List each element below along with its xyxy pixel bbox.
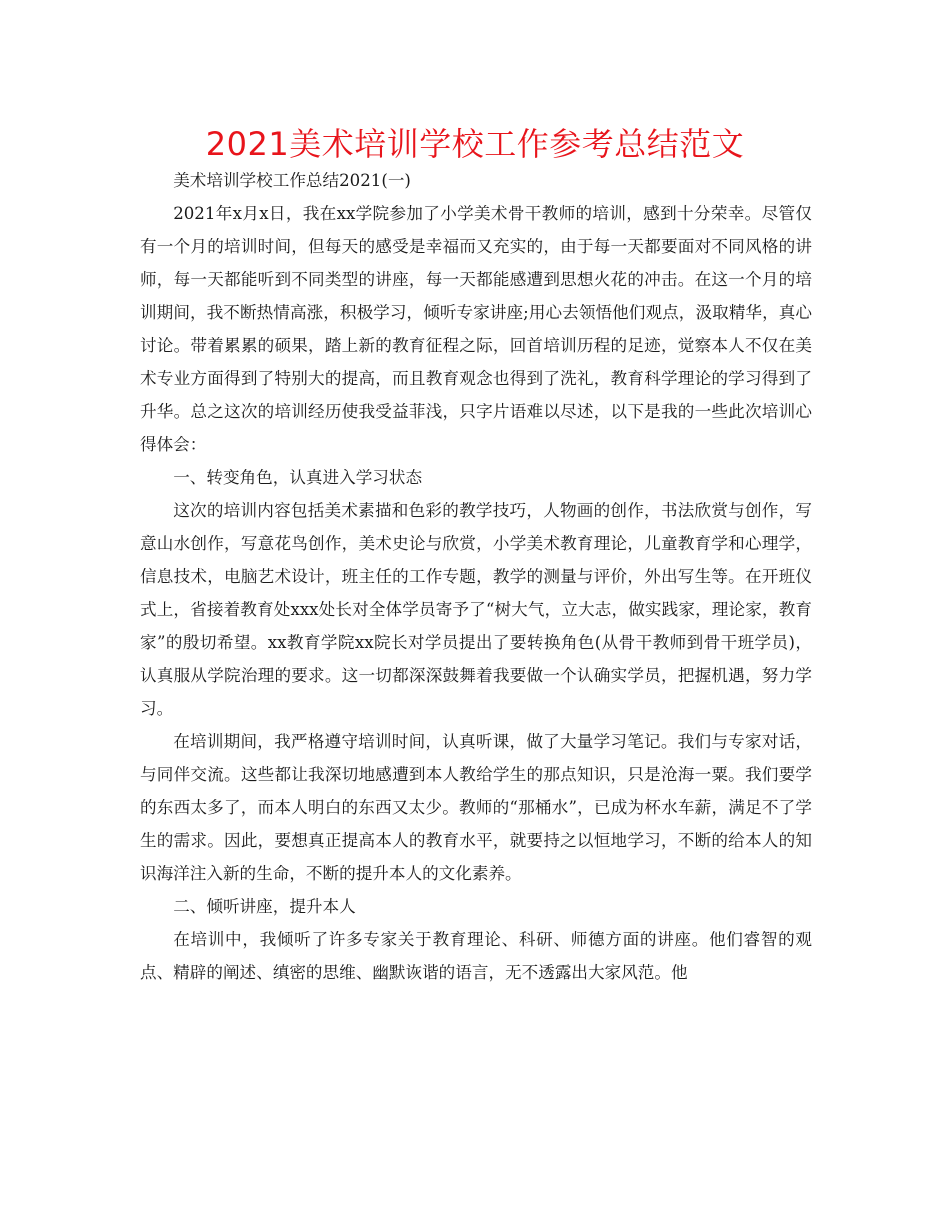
section-heading: 一、转变角色，认真进入学习状态 [173,468,423,487]
document-title: 2021美术培训学校工作参考总结范文 [205,125,745,163]
section-heading: 二、倾听讲座，提升本人 [173,897,356,916]
document-body [140,164,812,989]
subtitle-paragraph: 美术培训学校工作总结2021(一) [173,171,411,190]
body-paragraph: 在培训中，我倾听了许多专家关于教育理论、科研、师德方面的讲座。他们睿智的观点、精辟的阐述、缜密的思维、幽默诙谐的语言，无不透露出大家风范。他 [140,930,812,982]
body-paragraph: 这次的培训内容包括美术素描和色彩的教学技巧，人物画的创作，书法欣赏与创作，写意山水创作，写意花鸟创作，美术史论与欣赏，小学美术教育理论，儿童教育学和心理学，信息技术，电脑艺术设计，班主任的工作专题，教学的测量与评价，外出写生等。在开班仪式上，省接着教育处xxx处长对全体学员寄予了“树大气，立大志，做实践家，理论家，教育家”的殷切希望。xx教育学院xx院长对学员提出了要转换角色(从骨干教师到骨干班学员)，认真服从学院治理的要求。这一切都深深鼓舞着我要做一个认确实学员，把握机遇，努力学习。 [140,501,812,718]
body-paragraph: 2021年x月x日，我在xx学院参加了小学美术骨干教师的培训，感到十分荣幸。尽管仅有一个月的培训时间，但每天的感受是幸福而又充实的，由于每一天都要面对不同风格的讲师，每一天都能听到不同类型的讲座，每一天都能感遭到思想火花的冲击。在这一个月的培训期间，我不断热情高涨，积极学习，倾听专家讲座;用心去领悟他们观点，汲取精华，真心讨论。带着累累的硕果，踏上新的教育征程之际，回首培训历程的足迹，觉察本人不仅在美术专业方面得到了特别大的提高，而且教育观念也得到了洗礼，教育科学理论的学习得到了升华。总之这次的培训经历使我受益菲浅，只字片语难以尽述，以下是我的一些此次培训心得体会： [140,204,812,454]
body-paragraph: 在培训期间，我严格遵守培训时间，认真听课，做了大量学习笔记。我们与专家对话，与同伴交流。这些都让我深切地感遭到本人教给学生的那点知识，只是沧海一粟。我们要学的东西太多了，而本人明白的东西又太少。教师的“那桶水”，已成为杯水车薪，满足不了学生的需求。因此，要想真正提高本人的教育水平，就要持之以恒地学习，不断的给本人的知识海洋注入新的生命，不断的提升本人的文化素养。 [140,732,812,883]
